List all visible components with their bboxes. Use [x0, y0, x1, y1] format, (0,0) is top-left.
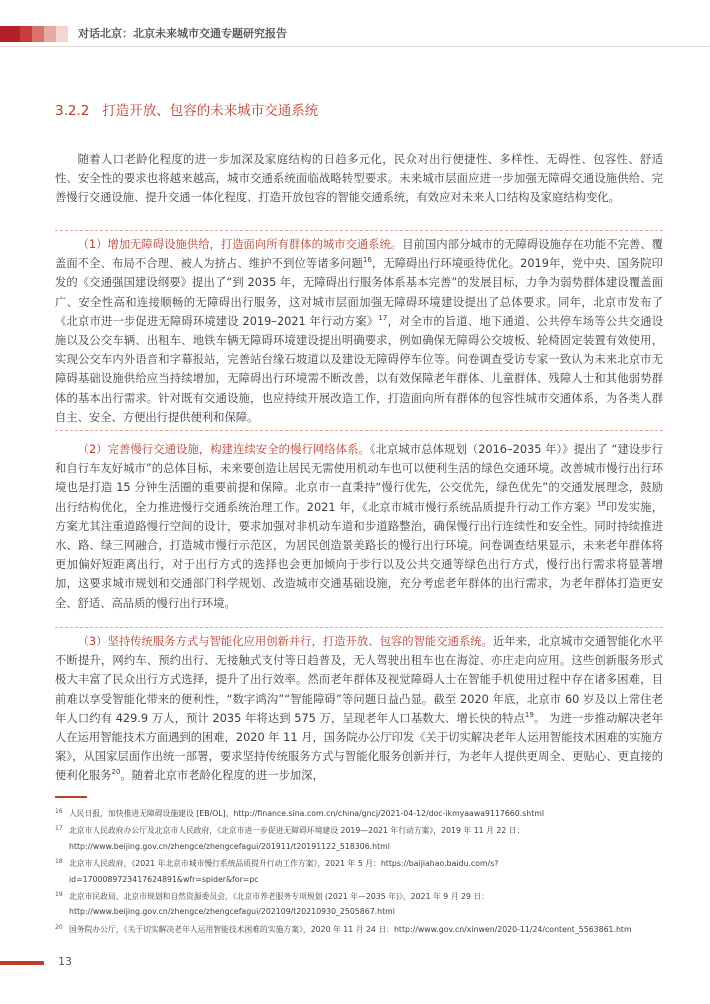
footnote-ref: 18 — [596, 499, 606, 508]
item-3-lead: （3）坚持传统服务方式与智能化应用创新并行，打造开放、包容的智能交通系统。 — [77, 635, 493, 648]
footnote-ref: 20 — [111, 768, 121, 777]
section-title: 打造开放、包容的未来城市交通系统 — [102, 103, 319, 119]
item-1-block — [55, 235, 663, 427]
item-3-body3: 。随着北京市老龄化程度的进一步加深， — [120, 769, 324, 783]
footnotes — [55, 806, 663, 939]
item-1-body3: ，对全市的旨道、地下通道、公共停车场等公共交通设施以及公交车辆、出租车、地铁车辆无障碍环境建设提出明确要求，例如确保无障碍公交坡板、轮椅固定装置有效使用，实现公交车内外语音和字幕报站，完善站台缘石坡道以及建设无障碍停车位等。问卷调查受访专家一致认为未来北京市无障碍基础设施供给应当持续增加，无障碍出行环境需不断改善，以有效保障老年群体、儿童群体、残障人士和其他弱势群体的基本出行需求。针对既有交通设施，也应持续开展改造工作，打造面向所有群体的包容性城市交通体系，为各类人群自主、安全、方便出行提供便利和保障。 — [55, 314, 663, 424]
header-rule — [0, 46, 710, 47]
footnote-item — [55, 922, 663, 937]
item-1-paragraph — [55, 235, 663, 427]
footnote-ref: 19 — [524, 711, 534, 720]
footnote-ref: 17 — [378, 314, 388, 323]
header-block — [32, 26, 44, 42]
item-2-block — [55, 440, 663, 613]
item-2-body2: 印发实施，方案尤其注重道路慢行空间的设计，要求加强对非机动车道和步道路整治，确保慢行出行连续性和安全性。同时持续推进水、路、绿三网融合，打造城市慢行示范区，为居民创造景美路长的慢行出行环境。问卷调查结果显示，未来老年群体将更加偏好短距离出行，对于出行方式的选择也会更加倾向于步行以及公共交通等绿色出行方式，慢行出行需求将显著增加，这要求城市规划和交通部门科学规划、改造城市交通基础设施，充分考虑老年群体的出行需求，为老年群体打造更安全、舒适、高品质的慢行出行环境。 — [55, 500, 663, 610]
dashed-divider — [55, 430, 663, 431]
item-3-paragraph — [55, 632, 663, 786]
footnote-text: 北京市民政局、北京市规划和自然资源委员会，《北京市养老服务专项规划 (2021 年—2035 年)》，2021 年 9 月 29 日：http://www.beijing.gov.cn/zhengce/zhengcefagui/202109/t20210930_2505867.html — [69, 892, 489, 917]
section-number: 3.2.2 — [55, 103, 90, 119]
footnote-number: 16 — [55, 808, 63, 815]
item-2-body: 《北京城市总体规划（2016–2035 年）》提出了 “建设步行和自行车友好城市”的总体目标，未来要创造让居民无需使用机动车也可以便利生活的绿色交通环境。改善城市慢行出行环境也是打造 15 分钟生活圈的重要前提和保障。北京市一直秉持“慢行优先，公交优先，绿色优先”的交通发展理念，鼓励出行结构优化，全力推进慢行交通系统治理工作。2021 年，《北京市城市慢行系统品质提升行动工作方案》 — [55, 443, 663, 514]
footnote-number: 20 — [55, 923, 63, 931]
dashed-divider — [55, 627, 663, 628]
item-1-body2: ，无障碍出行环境亟待优化。2019年，党中央、国务院印发的《交通强国建设纲要》提出了“到 2035 年，无障碍出行服务体系基本完善”的发展目标，力争为弱势群体建设覆盖面广、安全性高和连接顺畅的无障碍出行服务，这对城市层面加强无障碍环境建设提出了总体要求。同年，北京市发布了《北京市进一步促进无障碍环境建设 2019–2021 年行动方案》 — [55, 257, 663, 328]
footnote-item — [55, 889, 663, 920]
header-block — [0, 26, 20, 42]
footnote-item — [55, 856, 663, 887]
item-1-lead: （1）增加无障碍设施供给，打造面向所有群体的城市交通系统。 — [77, 238, 403, 251]
footnote-text: 北京市人民政府，《2021 年北京市城市慢行系统品质提升行动工作方案》，2021 年 5 月：https://baijiahao.baidu.com/s?id=1700089723417624891&wfr=spider&for=pc — [69, 859, 499, 884]
item-1-body: 目前国内部分城市的无障碍设施存在功能不完善、覆盖面不全、布局不合理、被人为挤占、维护不到位等诸多问题 — [55, 238, 663, 271]
item-2-paragraph — [55, 440, 663, 613]
footnote-item — [55, 823, 663, 854]
header-title: 对话北京：北京未来城市交通专题研究报告 — [78, 27, 287, 40]
section-heading — [55, 102, 318, 120]
item-3-block — [55, 632, 663, 786]
footnote-text: 国务院办公厅，《关于切实解决老年人运用智能技术困难的实施方案》，2020 年 11 月 24 日：http://www.gov.cn/xinwen/2020-11/24/content_5563861.htm — [69, 924, 632, 934]
page-number-bar — [0, 961, 44, 965]
footnote-number: 19 — [55, 891, 63, 899]
footnote-text: 北京市人民政府办公厅及北京市人民政府，《北京市进一步促进无障碍环境建设 2019—2021 年行动方案》，2019 年 11 月 22 日：http://www.beijing.gov.cn/zhengce/zhengcefagui/201911/t20191122_518306.html — [69, 826, 525, 851]
header-color-blocks — [0, 26, 68, 42]
footnote-number: 17 — [55, 825, 63, 833]
footnote-ref: 16 — [362, 256, 372, 265]
item-3-body2: 。 为进一步推动解决老年人在运用智能技术方面遇到的困难，2020 年 11 月，国务院办公厅印发《关于切实解决老年人运用智能技术困难的实施方案》，从国家层面作出统一部署，要求坚持传统服务方式与智能化服务创新并行，为老年人提供更周全、更贴心、更直接的便利化服务 — [55, 711, 664, 783]
item-3-body: 近年来，北京城市交通智能化水平不断提升，网约车、预约出行、无接触式支付等日趋普及，无人驾驶出租车也在海淀、亦庄走向应用。这些创新服务形式极大丰富了民众出行方式选择，提升了出行效率。然而老年群体及视觉障碍人士在智能手机使用过程中存在诸多困难，目前难以享受智能化带来的便利性，“数字鸿沟”“智能障碍”等问题日益凸显。截至 2020 年底，北京市 60 岁及以上常住老年人口约有 429.9 万人，预计 2035 年将达到 575 万，呈现老年人口基数大、增长快的特点 — [55, 635, 663, 725]
header-block — [44, 26, 56, 42]
item-2-lead: （2）完善慢行交通设施，构建连续安全的慢行网络体系。 — [77, 443, 370, 456]
footnote-item — [55, 806, 663, 821]
header-block — [20, 26, 32, 42]
footnote-rule — [55, 796, 87, 798]
page-number: 13 — [58, 955, 72, 968]
intro-block — [55, 150, 663, 208]
intro-paragraph: 随着人口老龄化程度的进一步加深及家庭结构的日趋多元化，民众对出行便捷性、多样性、无碍性、包容性、舒适性、安全性的要求也将越来越高，城市交通系统面临战略转型要求。未来城市层面应进一步加强无障碍交通设施供给、完善慢行交通设施、提升交通一体化程度、打造开放包容的智能交通系统，有效应对未来人口结构及家庭结构变化。 — [55, 153, 663, 205]
footnote-text: 人民日报，加快推进无障碍设施建设 [EB/OL]，http://finance.sina.com.cn/china/gncj/2021-04-12/doc-ikmyaawa9117660.shtml — [69, 809, 545, 818]
dashed-divider — [55, 230, 663, 231]
footnote-number: 18 — [55, 858, 63, 866]
header-block — [56, 26, 68, 42]
